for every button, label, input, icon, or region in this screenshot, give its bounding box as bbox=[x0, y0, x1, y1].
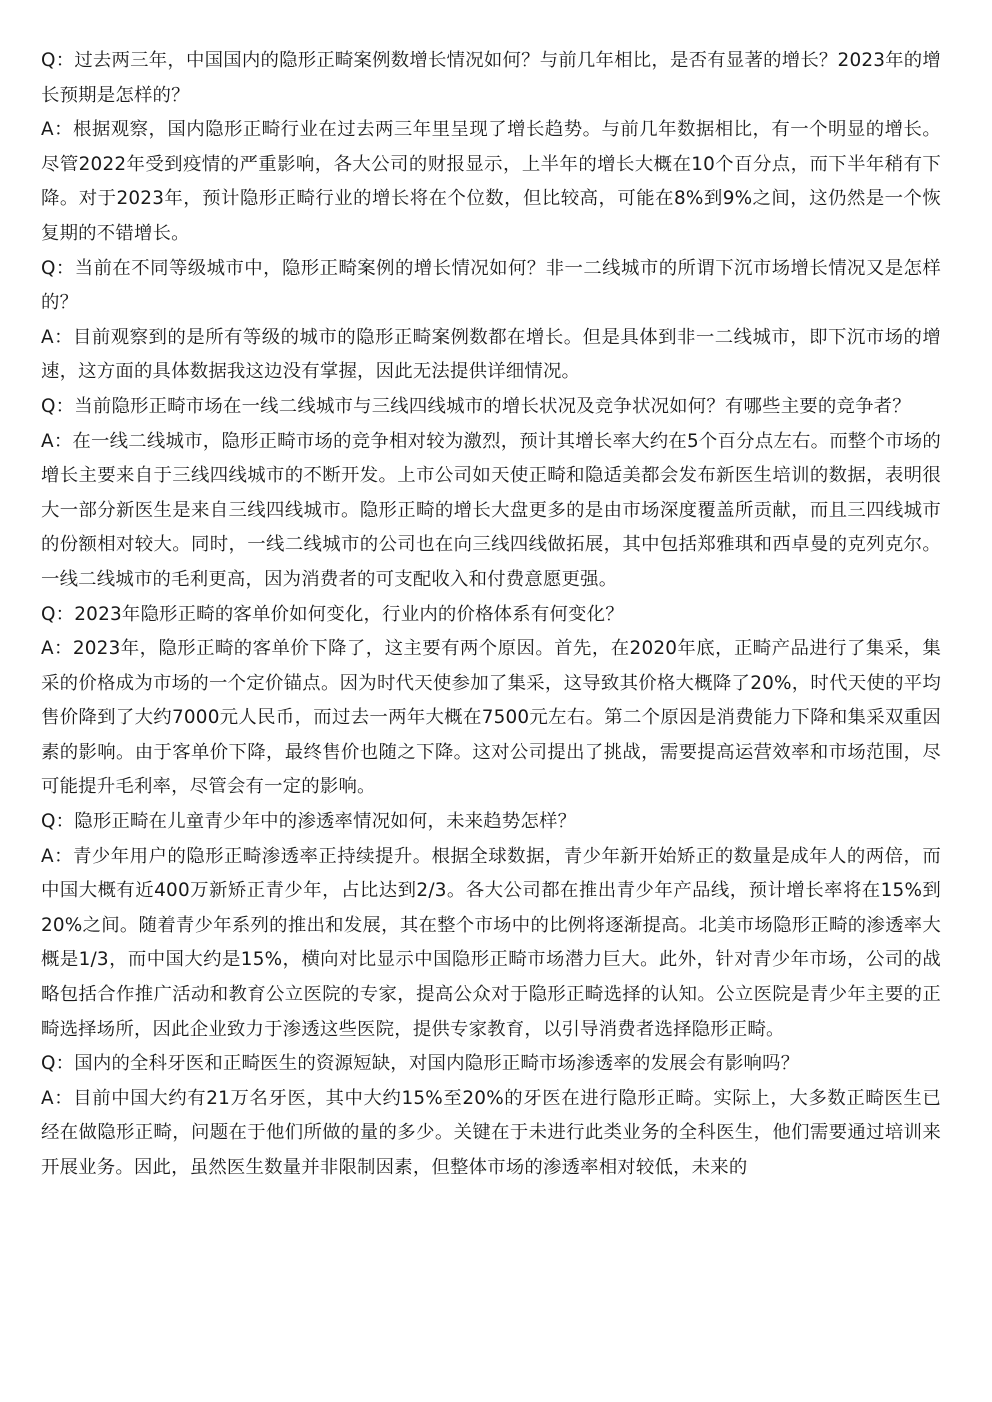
answer-5: A：青少年用户的隐形正畸渗透率正持续提升。根据全球数据，青少年新开始矫正的数量是成年人的两倍，而中国大概有近400万新矫正青少年，占比达到2/3。各大公司都在推出青少年产品线，预计增长率将在15%到20%之间。随着青少年系列的推出和发展，其在整个市场中的比例将逐渐提高。北美市场隐形正畸的渗透率大概是1/3，而中国大约是15%，横向对比显示中国隐形正畸市场潜力巨大。此外，针对青少年市场，公司的战略包括合作推广活动和教育公立医院的专家，提高公众对于隐形正畸选择的认知。公立医院是青少年主要的正畸选择场所，因此企业致力于渗透这些医院，提供专家教育，以引导消费者选择隐形正畸。 bbox=[41, 845, 941, 1040]
question-6: Q：国内的全科牙医和正畸医生的资源短缺，对国内隐形正畸市场渗透率的发展会有影响吗？ bbox=[41, 1053, 800, 1075]
question-3: Q：当前隐形正畸市场在一线二线城市与三线四线城市的增长状况及竞争状况如何？有哪些主要的竞争者？ bbox=[41, 395, 911, 417]
answer-4: A：2023年，隐形正畸的客单价下降了，这主要有两个原因。首先，在2020年底，正畸产品进行了集采，集采的价格成为市场的一个定价锚点。因为时代天使参加了集采，这导致其价格大概降了20%，时代天使的平均售价降到了大约7000元人民币，而过去一两年大概在7500元左右。第二个原因是消费能力下降和集采双重因素的影响。由于客单价下降，最终售价也随之下降。这对公司提出了挑战，需要提高运营效率和市场范围，尽可能提升毛利率，尽管会有一定的影响。 bbox=[41, 638, 941, 798]
question-4: Q：2023年隐形正畸的客单价如何变化，行业内的价格体系有何变化？ bbox=[41, 603, 624, 625]
answer-2: A：目前观察到的是所有等级的城市的隐形正畸案例数都在增长。但是具体到非一二线城市，即下沉市场的增速，这方面的具体数据我这边没有掌握，因此无法提供详细情况。 bbox=[41, 326, 941, 383]
answer-3: A：在一线二线城市，隐形正畸市场的竞争相对较为激烈，预计其增长率大约在5个百分点左右。而整个市场的增长主要来自于三线四线城市的不断开发。上市公司如天使正畸和隐适美都会发布新医生培训的数据，表明很大一部分新医生是来自三线四线城市。隐形正畸的增长大盘更多的是由市场深度覆盖所贡献，而且三四线城市的份额相对较大。同时，一线二线城市的公司也在向三线四线做拓展，其中包括郑雅琪和西卓曼的克列克尔。一线二线城市的毛利更高，因为消费者的可支配收入和付费意愿更强。 bbox=[41, 430, 941, 590]
answer-6: A：目前中国大约有21万名牙医，其中大约15%至20%的牙医在进行隐形正畸。实际上，大多数正畸医生已经在做隐形正畸，问题在于他们所做的量的多少。关键在于未进行此类业务的全科医生，他们需要通过培训来开展业务。因此，虽然医生数量并非限制因素，但整体市场的渗透率相对较低，未来的 bbox=[41, 1087, 941, 1178]
question-1: Q：过去两三年，中国国内的隐形正畸案例数增长情况如何？与前几年相比，是否有显著的增长？2023年的增长预期是怎样的？ bbox=[41, 50, 941, 106]
document-body bbox=[41, 44, 941, 1186]
answer-1: A：根据观察，国内隐形正畸行业在过去两三年里呈现了增长趋势。与前几年数据相比，有一个明显的增长。尽管2022年受到疫情的严重影响，各大公司的财报显示，上半年的增长大概在10个百分点，而下半年稍有下降。对于2023年，预计隐形正畸行业的增长将在个位数，但比较高，可能在8%到9%之间，这仍然是一个恢复期的不错增长。 bbox=[41, 119, 941, 244]
question-2: Q：当前在不同等级城市中，隐形正畸案例的增长情况如何？非一二线城市的所谓下沉市场增长情况又是怎样的？ bbox=[41, 257, 941, 314]
question-5: Q：隐形正畸在儿童青少年中的渗透率情况如何，未来趋势怎样？ bbox=[41, 811, 577, 833]
